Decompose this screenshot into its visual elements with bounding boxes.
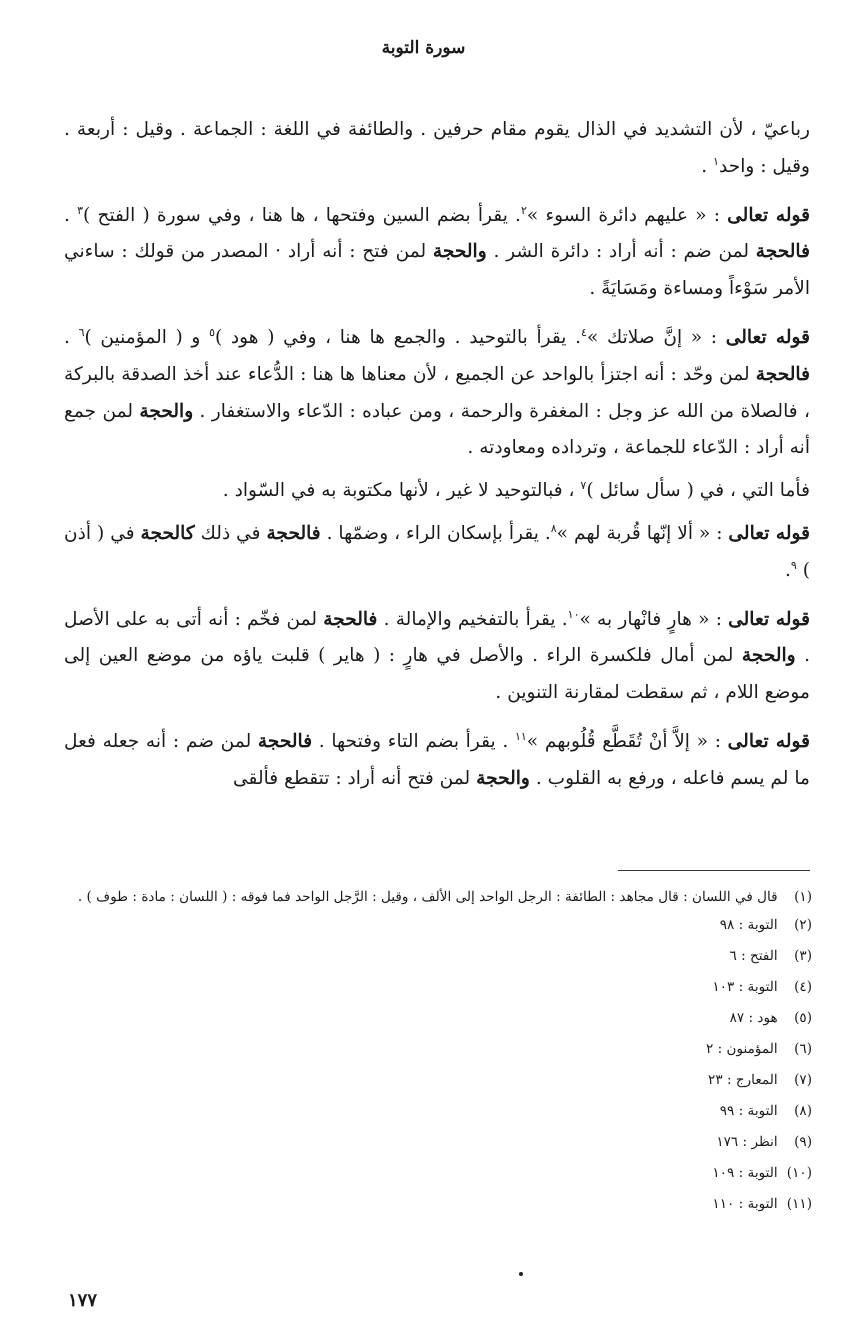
text-run: . يقرأ بإسكان الراء ، وضمّها . — [320, 522, 551, 544]
bold-term: والحجة — [432, 241, 487, 263]
footnote-text: انظر : ١٧٦ — [716, 1134, 778, 1150]
text-run: . يقرأ بضم السين وفتحها ، ها هنا ، وفي سورة ( الفتح ) — [83, 204, 521, 226]
bold-term: فالحجة — [755, 241, 810, 263]
paragraph-1 — [64, 112, 810, 186]
paragraph-3 — [64, 320, 810, 467]
paragraph-2 — [64, 198, 810, 308]
bold-term: فالحجة — [755, 363, 810, 385]
footnote-ref[interactable]: ٧ — [580, 478, 587, 492]
bold-term: والحجة — [139, 400, 194, 422]
lead-phrase: قوله تعالى — [727, 730, 811, 752]
footnote-text: هود : ٨٧ — [729, 1010, 778, 1026]
page-number: ١٧٧ — [68, 1290, 98, 1311]
footnote-item — [64, 1158, 812, 1189]
footnote-item — [64, 1096, 812, 1127]
footnote-text: التوبة : ١١٠ — [712, 1196, 778, 1212]
text-run: لمن أمال فلكسرة الراء . والأصل في هارٍ : ( هاير ) قلبت ياؤه من موضع العين إلى موضع اللام ، ثم سقطت لمقارنة التنوين . — [64, 645, 810, 704]
text-run: لمن فتح أنه أراد : تتقطع فألقى — [233, 767, 477, 789]
footnote-number: (١١) — [786, 1196, 812, 1212]
footnote-item — [64, 972, 812, 1003]
text-run: : « عليهم دائرة السوء » — [526, 204, 728, 226]
footnote-ref[interactable]: ٤ — [581, 325, 587, 339]
text-run: . — [701, 155, 714, 177]
footnote-ref[interactable]: ٩ — [790, 558, 797, 572]
footnote-text: الفتح : ٦ — [729, 948, 778, 964]
bold-term: فالحجة — [257, 730, 313, 752]
text-run: : « إلاَّ أنْ تُقَطَّع قُلُوبهم » — [526, 730, 728, 752]
footnote-item — [64, 1034, 812, 1065]
footnote-text: التوبة : ١٠٩ — [712, 1165, 778, 1181]
text-run: : « إنَّ صلاتك » — [586, 326, 726, 348]
footnote-number: (١) — [794, 889, 812, 905]
footnote-ref[interactable]: ٨ — [550, 521, 557, 535]
main-text — [64, 112, 810, 810]
footnote-item — [64, 1127, 812, 1158]
footnote-number: (٦) — [794, 1041, 812, 1057]
text-run: لمن ضم : أنه أراد : دائرة الشر . — [486, 241, 756, 263]
footnote-text: التوبة : ١٠٣ — [712, 979, 778, 995]
text-run: في ( أذن ) — [64, 522, 810, 581]
print-speck — [519, 1272, 523, 1276]
bold-term: فالحجة — [323, 608, 378, 630]
lead-phrase: قوله تعالى — [728, 522, 811, 544]
footnote-text: المؤمنون : ٢ — [705, 1041, 778, 1057]
bold-term: كالحجة — [140, 522, 195, 544]
text-run: رباعيّ ، لأن التشديد في الذال يقوم مقام حرفين . والطائفة في اللغة : الجماعة . وقيل : أربعة . وقيل : واحد — [64, 119, 810, 177]
footnote-item — [64, 1003, 812, 1034]
paragraph-4 — [64, 473, 810, 510]
footnote-number: (٣) — [794, 948, 812, 964]
footnote-ref[interactable]: ٦ — [78, 325, 85, 339]
footnote-number: (٩) — [794, 1134, 812, 1150]
footnote-number: (٤) — [794, 979, 812, 995]
paragraph-5 — [64, 516, 810, 590]
bold-term: والحجة — [476, 767, 530, 789]
footnote-ref[interactable]: ١٠ — [567, 607, 580, 621]
footnote-item — [64, 1189, 812, 1220]
text-run: . — [64, 326, 79, 348]
footnote-number: (٧) — [794, 1072, 812, 1088]
text-run: . يقرأ بضم التاء وفتحها . — [312, 730, 515, 752]
footnote-separator — [618, 870, 810, 871]
bold-term: والحجة — [741, 645, 796, 667]
text-run: في ذلك — [194, 522, 267, 544]
footnote-text: التوبة : ٩٨ — [719, 917, 778, 933]
footnote-text: التوبة : ٩٩ — [719, 1103, 778, 1119]
text-run: لمن فخّم : أنه أتى به على الأصل . — [64, 608, 810, 667]
footnote-item — [64, 910, 812, 941]
text-run: ، فبالتوحيد لا غير ، لأنها مكتوبة به في السّواد . — [222, 480, 581, 502]
footnote-ref[interactable]: ١١ — [514, 729, 527, 743]
footnote-ref[interactable]: ٣ — [77, 203, 84, 217]
text-run: لمن ضم : أنه جعله فعل ما لم يسم فاعله ، ورفع به القلوب . — [64, 730, 810, 789]
text-run: فأما التي ، في ( سأل سائل ) — [586, 480, 810, 502]
text-run: . — [64, 204, 78, 226]
footnote-text: قال في اللسان : قال مجاهد : الطائفة : الرجل الواحد إلى الألف ، وقيل : الرَّجل الواحد فما فوقه : ( اللسان : مادة : طوف ) . — [77, 889, 778, 905]
footnote-number: (١٠) — [786, 1165, 812, 1181]
paragraph-6 — [64, 602, 810, 712]
text-run: لمن وحّد : أنه اجتزأ بالواحد عن الجميع ، لأن معناها ها هنا : الدُّعاء عند أخذ الصدقة بالبركة ، فالصلاة من الله عز وجل : المغفرة والرحمة ، ومن عباده : الدّعاء والاستغفار . — [64, 363, 810, 422]
footnote-number: (٢) — [794, 917, 812, 933]
text-run: : « هارٍ فانْهار به » — [579, 608, 729, 630]
paragraph-7 — [64, 724, 810, 798]
running-header: سورة التوبة — [381, 38, 466, 58]
text-run: . يقرأ بالتوحيد . والجمع ها هنا ، وفي ( هود ) — [214, 326, 582, 348]
text-run: . — [784, 559, 791, 581]
lead-phrase: قوله تعالى — [728, 608, 810, 630]
footnote-item — [64, 884, 812, 910]
footnote-ref[interactable]: ١ — [713, 154, 719, 168]
lead-phrase: قوله تعالى — [727, 204, 810, 226]
text-run: . يقرأ بالتفخيم والإمالة . — [377, 608, 568, 630]
text-run: لمن فتح : أنه أراد · المصدر من قولك : ساءني الأمر سَوْءاً ومساءة ومَسَايَةً . — [64, 241, 810, 300]
text-run: و ( المؤمنين ) — [84, 326, 210, 348]
lead-phrase: قوله تعالى — [725, 326, 811, 348]
footnotes — [64, 884, 812, 1220]
footnote-ref[interactable]: ٥ — [209, 325, 215, 339]
footnote-number: (٥) — [794, 1010, 812, 1026]
text-run: : « ألا إنّها قُربة لهم » — [556, 522, 729, 544]
footnote-number: (٨) — [794, 1103, 812, 1119]
footnote-item — [64, 941, 812, 972]
footnote-ref[interactable]: ٢ — [520, 203, 527, 217]
footnote-text: المعارج : ٢٣ — [708, 1072, 778, 1088]
footnote-item — [64, 1065, 812, 1096]
bold-term: فالحجة — [266, 522, 321, 544]
text-run: لمن جمع أنه أراد : الدّعاء للجماعة ، وترداده ومعاودته . — [64, 400, 810, 459]
